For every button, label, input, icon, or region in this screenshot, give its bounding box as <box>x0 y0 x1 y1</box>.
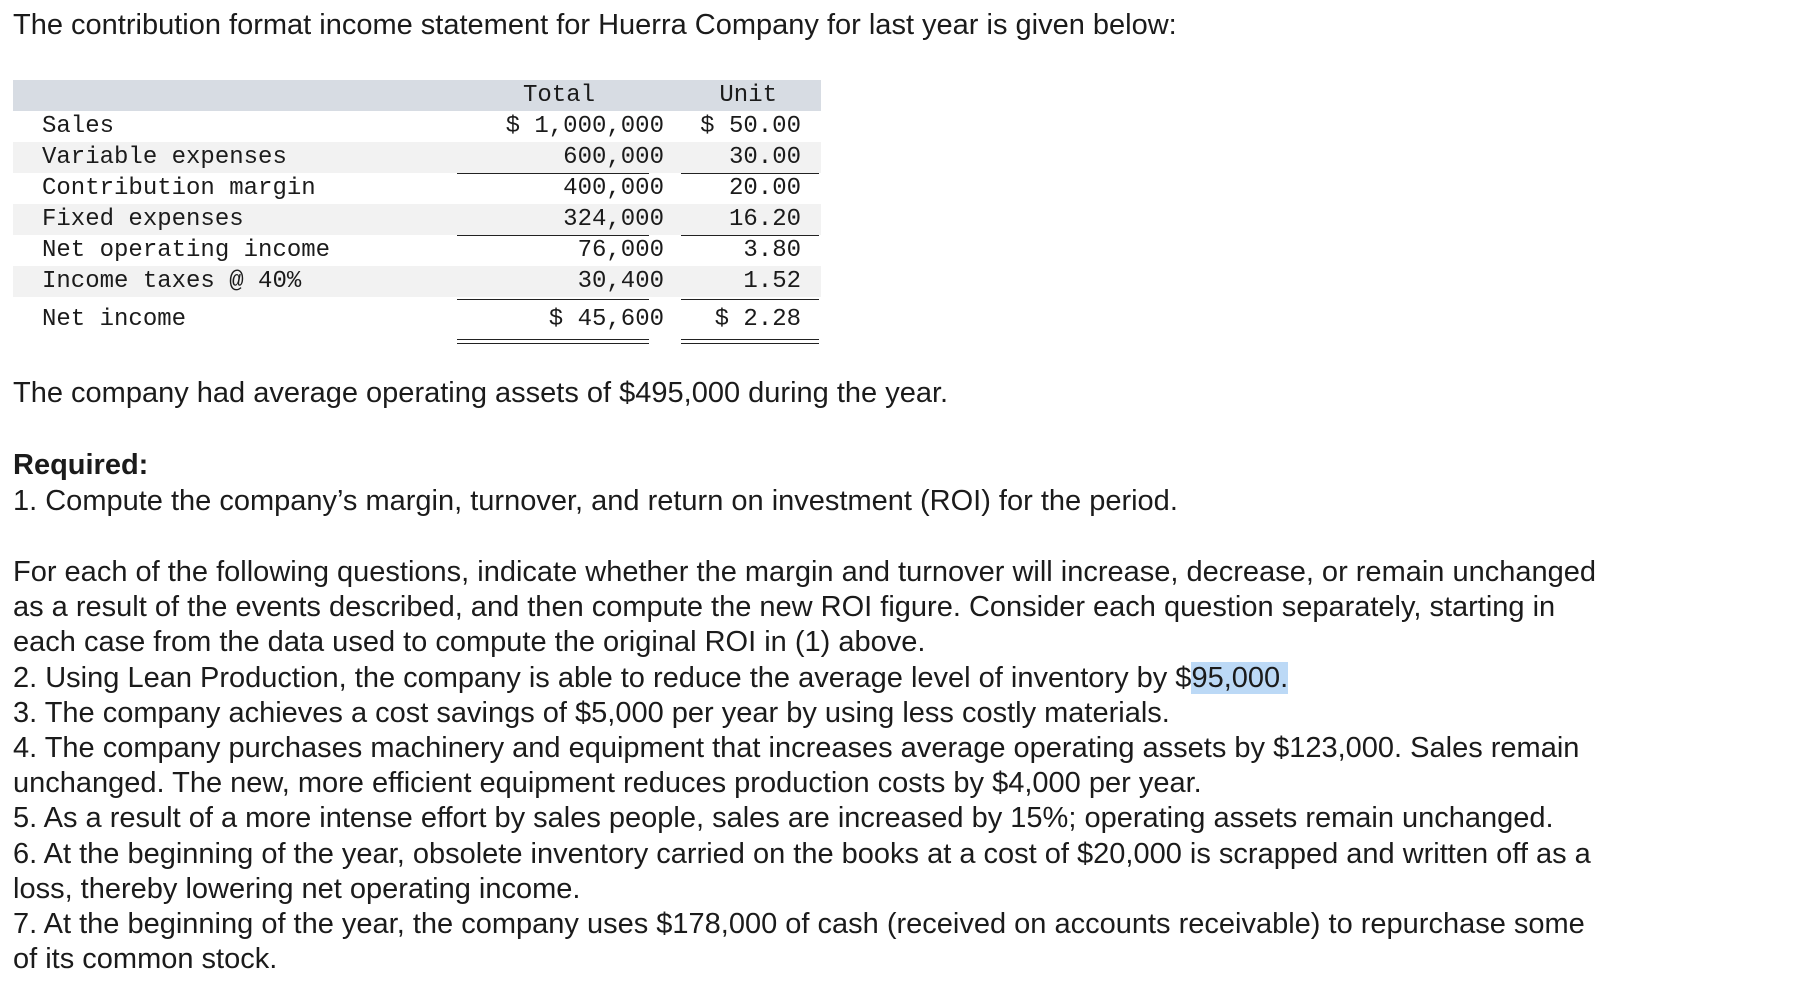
row-label-sales: Sales <box>42 113 115 140</box>
question-4-line-1: 4. The company purchases machinery and equipment that increases average operating assets by $123,000. Sales remain <box>13 732 1580 765</box>
row-total-variable-expenses: 600,000 <box>563 144 664 171</box>
row-label-net-operating-income: Net operating income <box>42 237 331 264</box>
question-7-line-2: of its common stock. <box>13 943 278 976</box>
instructions-line-3: each case from the data used to compute the original ROI in (1) above. <box>13 626 926 659</box>
income-statement-table <box>13 80 821 346</box>
question-3: 3. The company achieves a cost savings of $5,000 per year by using less costly materials. <box>13 696 1170 729</box>
question-2-highlighted-amount: 95,000. <box>1191 661 1289 694</box>
instructions-line-1: For each of the following questions, indicate whether the margin and turnover will increase, decrease, or remain unchanged <box>13 556 1597 588</box>
instructions-line-2: as a result of the events described, and then compute the new ROI figure. Consider each question separately, starting in <box>13 591 1556 624</box>
questions-block <box>13 555 1596 977</box>
row-label-income-taxes: Income taxes @ 40% <box>42 268 302 295</box>
question-5: 5. As a result of a more intense effort by sales people, sales are increased by 15%; operating assets remain unchanged. <box>13 802 1554 835</box>
row-unit-fixed-expenses: 16.20 <box>728 206 801 233</box>
row-label-variable-expenses: Variable expenses <box>42 144 287 171</box>
question-2-text: 2. Using Lean Production, the company is able to reduce the average level of inventory by $ <box>13 661 1192 694</box>
column-header-total: Total <box>523 82 596 109</box>
required-heading: Required: <box>13 449 149 481</box>
question-6-line-1: 6. At the beginning of the year, obsolete inventory carried on the books at a cost of $20,000 is scrapped and written off as a <box>13 837 1591 870</box>
row-total-sales: $ 1,000,000 <box>505 113 664 140</box>
row-unit-contribution-margin: 20.00 <box>728 175 801 202</box>
row-label-net-income: Net income <box>42 306 187 333</box>
question-4-line-2: unchanged. The new, more efficient equipment reduces production costs by $4,000 per year. <box>13 767 1202 800</box>
row-label-fixed-expenses: Fixed expenses <box>42 206 244 233</box>
row-unit-income-taxes: 1.52 <box>743 268 801 295</box>
row-total-net-operating-income: 76,000 <box>577 237 664 264</box>
row-unit-net-income: $ 2.28 <box>714 306 801 333</box>
unit-double-rule-top <box>681 339 819 340</box>
question-1: 1. Compute the company’s margin, turnover, and return on investment (ROI) for the period. <box>13 485 1178 517</box>
total-double-rule-bottom <box>457 343 649 344</box>
row-label-contribution-margin: Contribution margin <box>42 175 316 202</box>
row-unit-net-operating-income: 3.80 <box>743 237 801 264</box>
question-6-line-2: loss, thereby lowering net operating income. <box>13 872 581 905</box>
row-total-fixed-expenses: 324,000 <box>563 206 664 233</box>
row-unit-sales: $ 50.00 <box>700 113 801 140</box>
row-unit-variable-expenses: 30.00 <box>728 144 801 171</box>
total-double-rule-top <box>457 339 649 340</box>
question-2 <box>13 661 1596 696</box>
row-total-net-income: $ 45,600 <box>548 306 664 333</box>
row-total-income-taxes: 30,400 <box>577 268 664 295</box>
unit-subtotal-rule <box>681 299 819 300</box>
question-7-line-1: 7. At the beginning of the year, the company uses $178,000 of cash (received on accounts receivable) to repurchase some <box>13 908 1585 941</box>
column-header-unit: Unit <box>719 82 777 109</box>
intro-text: The contribution format income statement for Huerra Company for last year is given below: <box>13 9 1177 41</box>
total-subtotal-rule <box>457 299 649 300</box>
operating-assets-text: The company had average operating assets of $495,000 during the year. <box>13 377 949 409</box>
unit-double-rule-bottom <box>681 343 819 344</box>
row-total-contribution-margin: 400,000 <box>563 175 664 202</box>
table-header-band <box>13 80 821 111</box>
